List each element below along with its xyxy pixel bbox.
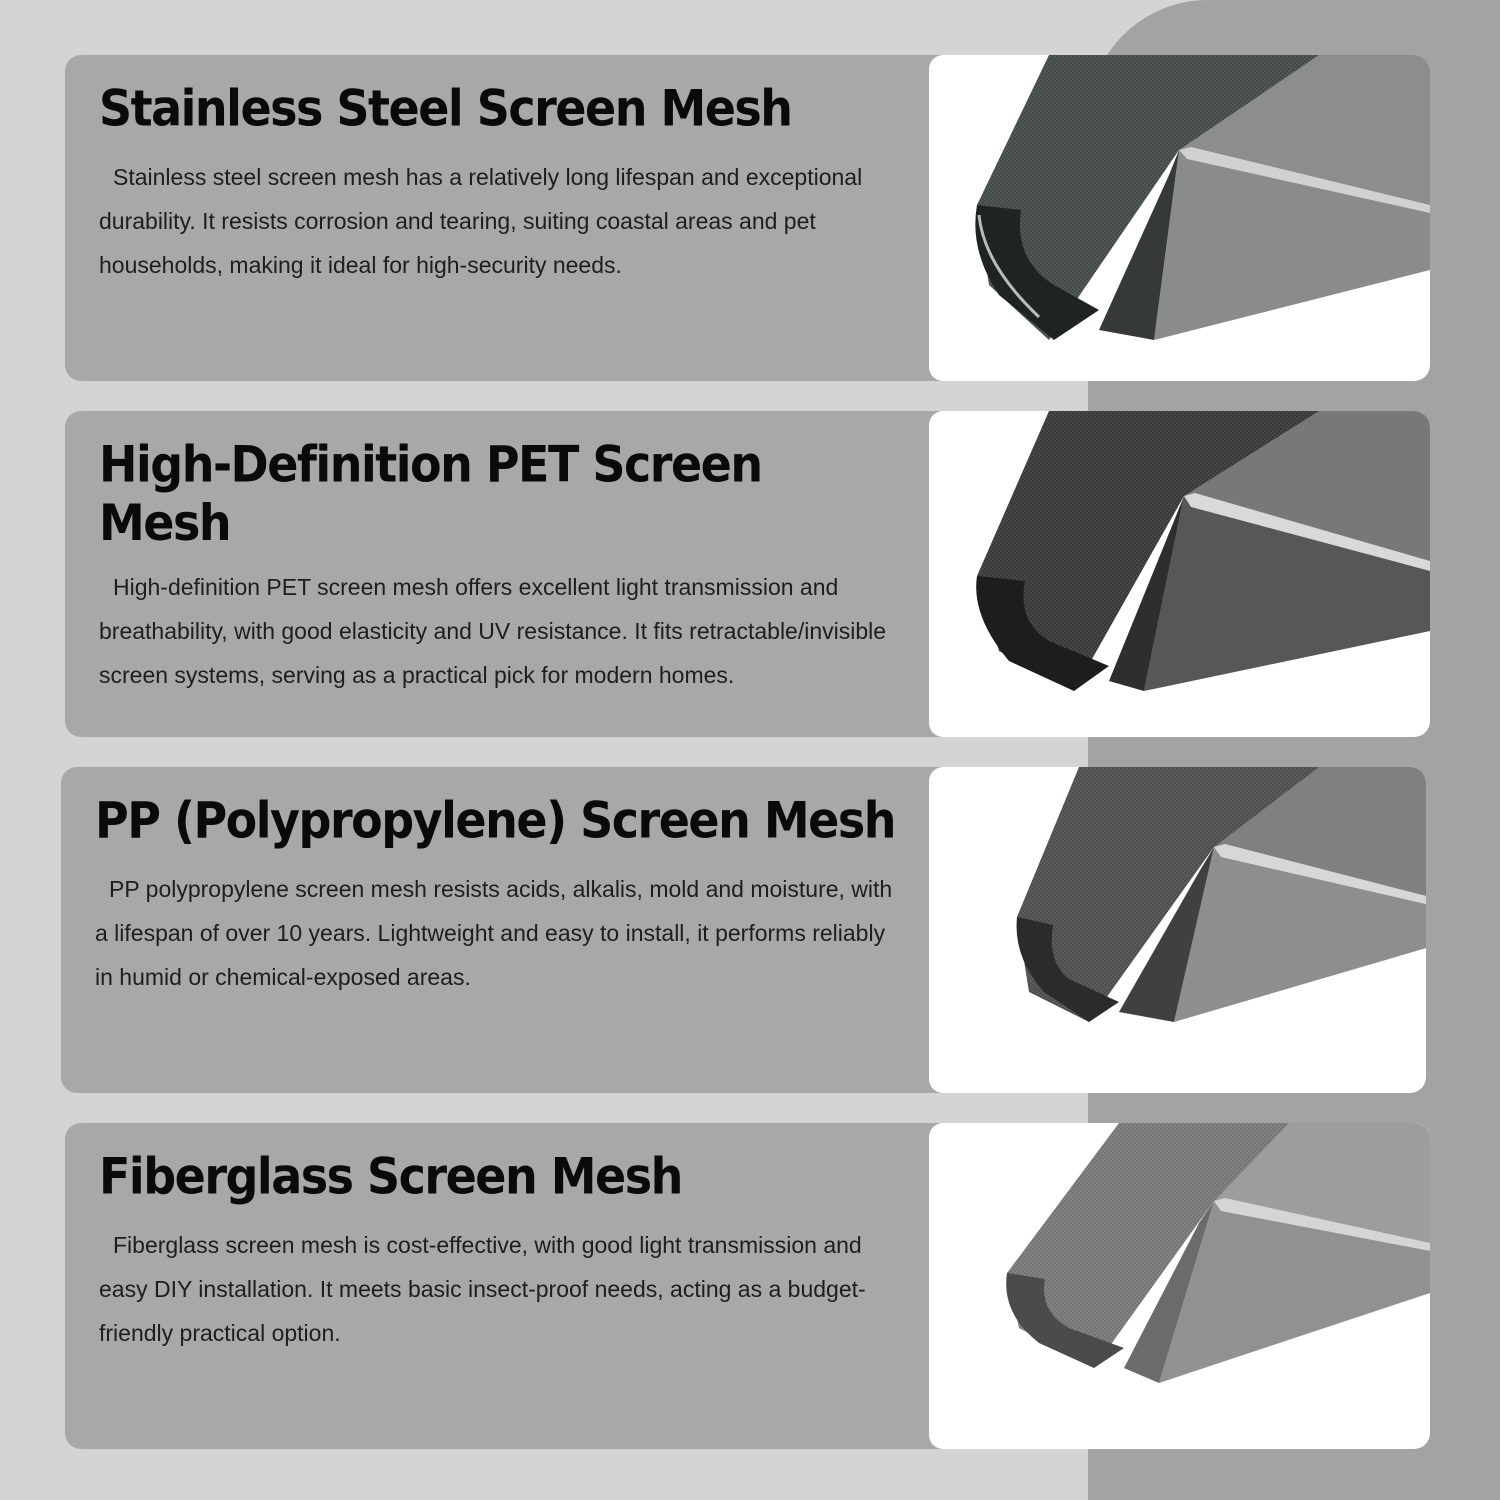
mesh-card-pp: [61, 767, 1426, 1093]
card-description: Fiberglass screen mesh is cost-effective, with good light transmission and easy DIY installation. It meets basic insect-proof needs, acting as a budget-friendly practical option.: [99, 1232, 866, 1346]
pet-mesh-roll-image: [929, 411, 1430, 737]
card-text: [99, 435, 899, 697]
card-title: PP (Polypropylene) Screen Mesh: [95, 791, 895, 850]
card-title: High-Definition PET Screen Mesh: [99, 435, 762, 552]
mesh-roll-icon: [929, 1123, 1430, 1449]
mesh-card-stainless-steel: [65, 55, 1430, 381]
card-title: Fiberglass Screen Mesh: [99, 1147, 682, 1206]
card-text: [99, 1147, 899, 1355]
card-text: [95, 791, 895, 999]
card-title: Stainless Steel Screen Mesh: [99, 79, 792, 138]
card-description: Stainless steel screen mesh has a relatively long lifespan and exceptional durability. It resists corrosion and tearing, suiting coastal areas and pet households, making it ideal for high-security needs.: [99, 164, 863, 278]
mesh-roll-icon: [929, 411, 1430, 737]
mesh-roll-icon: [929, 55, 1430, 381]
fiberglass-mesh-roll-image: [929, 1123, 1430, 1449]
card-description: High-definition PET screen mesh offers excellent light transmission and breathability, with good elasticity and UV resistance. It fits retractable/invisible screen systems, serving as a practical pick for modern homes.: [99, 574, 887, 688]
mesh-roll-icon: [929, 767, 1426, 1093]
stainless-steel-mesh-roll-image: [929, 55, 1430, 381]
mesh-card-fiberglass: [65, 1123, 1430, 1449]
mesh-card-pet: [65, 411, 1430, 737]
card-text: [99, 79, 899, 287]
pp-mesh-roll-image: [929, 767, 1426, 1093]
card-description: PP polypropylene screen mesh resists acids, alkalis, mold and moisture, with a lifespan of over 10 years. Lightweight and easy to install, it performs reliably in humid or chemical-exposed areas.: [95, 876, 893, 990]
